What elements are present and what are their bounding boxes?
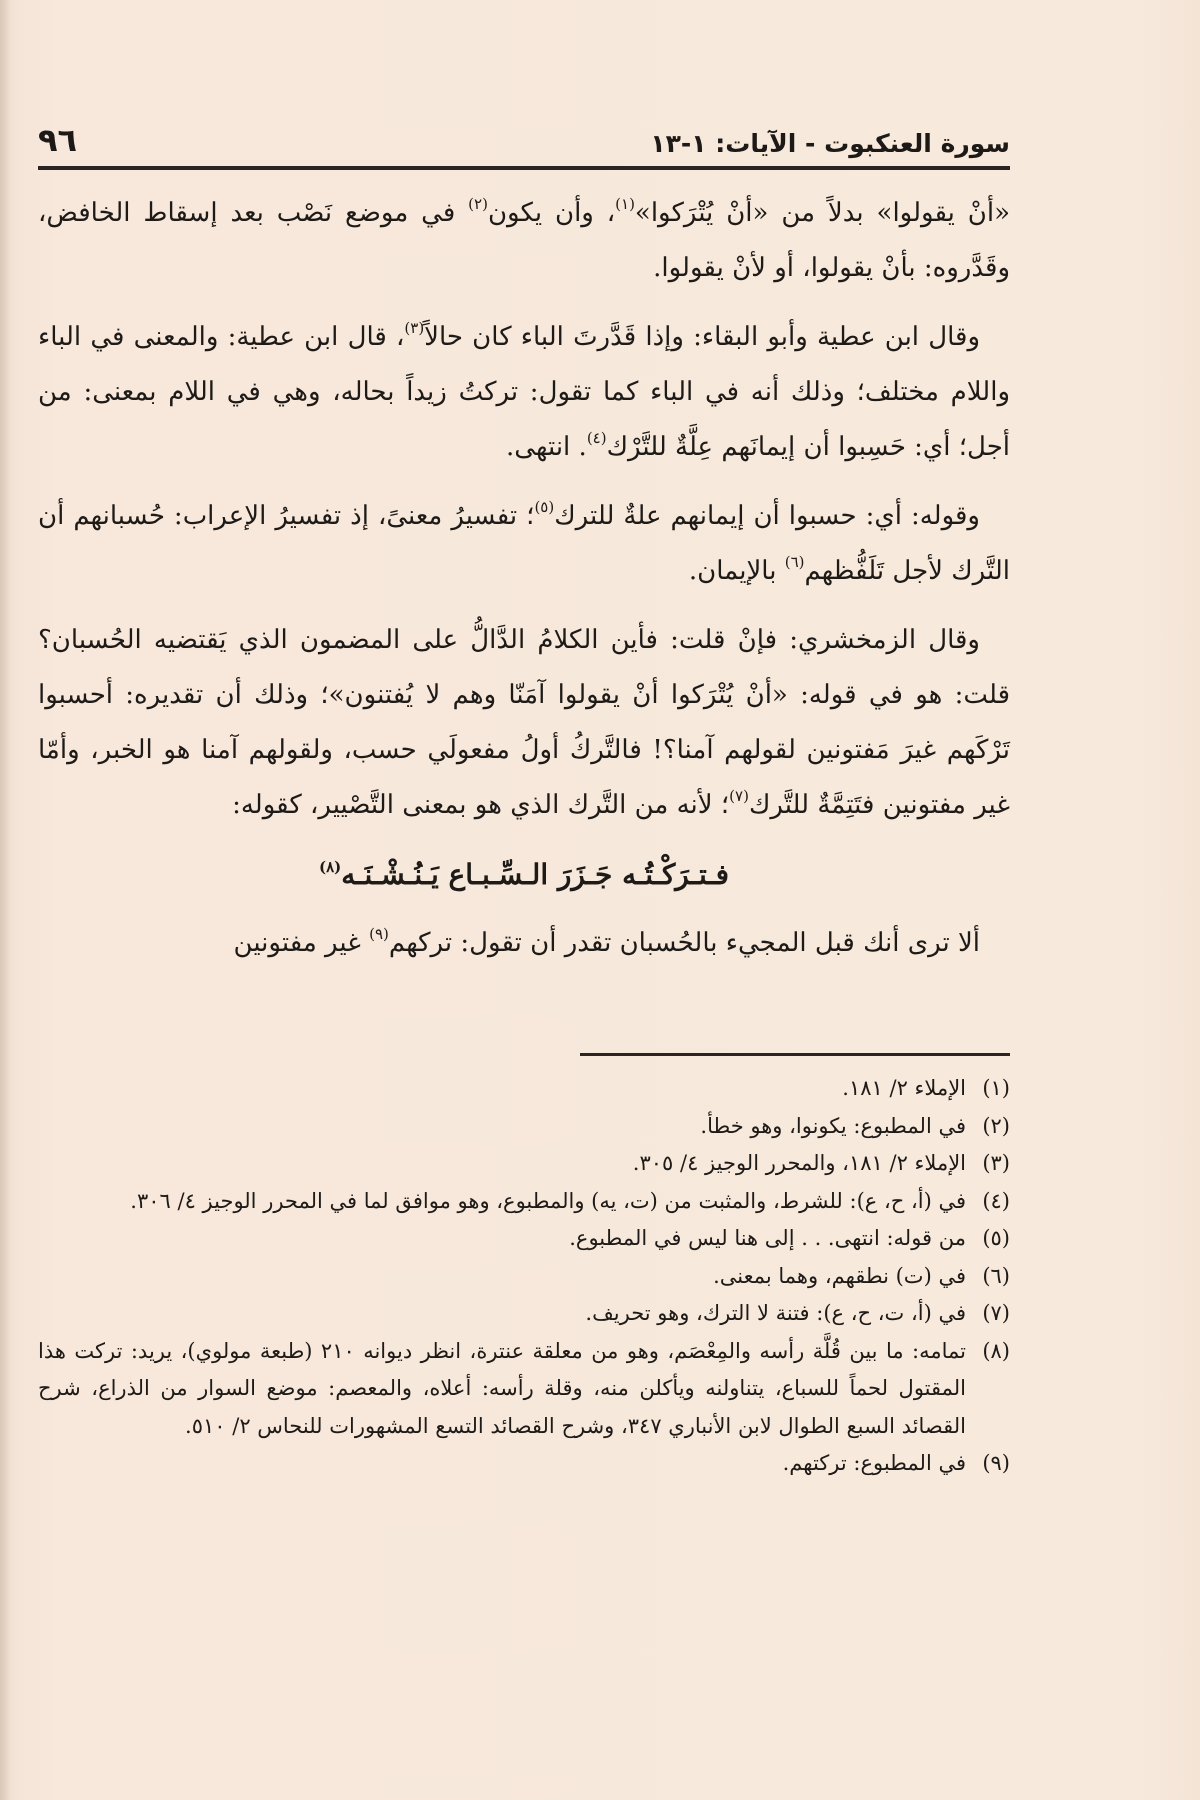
- verse-text: فـتـرَكْـتُـه جَـزَرَ الـسِّـبـاع يَـنُـشْـنَـه: [341, 858, 729, 891]
- paragraph-2: [38, 310, 1010, 475]
- footnote-8: [38, 1333, 1010, 1446]
- footnote-ref-1[interactable]: (١): [615, 195, 635, 213]
- footnote-text: في (أ، ت، ح، ع): فتنة لا الترك، وهو تحريف.: [585, 1301, 966, 1325]
- running-title: سورة العنكبوت - الآيات: ١-١٣: [650, 129, 1010, 158]
- header-rule: [38, 166, 1010, 170]
- footnote-ref-6[interactable]: (٦): [784, 553, 805, 571]
- footnote-ref-9[interactable]: (٩): [369, 925, 389, 943]
- footnote-ref-7[interactable]: (٧): [729, 787, 749, 805]
- gutter-shadow: [0, 0, 10, 1800]
- footnote-ref-8[interactable]: (٨): [319, 858, 342, 876]
- paragraph-4: [38, 613, 1010, 833]
- footnote-2: [38, 1108, 1010, 1146]
- footnote-number: (٥): [982, 1226, 1010, 1250]
- footnote-ref-5[interactable]: (٥): [534, 498, 555, 516]
- footnote-text: في (أ، ح، ع): للشرط، والمثبت من (ت، يه) والمطبوع، وهو موافق لما في المحرر الوجيز ٤/ ٣٠٦.: [130, 1188, 966, 1213]
- footnote-number: (٤): [982, 1188, 1010, 1213]
- footnote-number: (٨): [982, 1338, 1010, 1363]
- footnote-3: [38, 1145, 1010, 1183]
- text-segment: ، قال ابن عطية: والمعنى في الباء واللام مختلف؛ وذلك أنه في الباء كما تقول: تركتُ زيداً بحاله، وهي في اللام بمعنى: من أجل؛ أي: حَسِبوا أن إيمانَهم عِلَّةٌ للتَّرْك: [38, 322, 1010, 462]
- footnote-number: (١): [982, 1076, 1010, 1100]
- text-segment: بالإيمان.: [688, 556, 785, 586]
- footnote-ref-4[interactable]: (٤): [586, 429, 607, 447]
- footnote-text: في (ت) نطقهم، وهما بمعنى.: [713, 1263, 966, 1288]
- footnote-9: [38, 1445, 1010, 1483]
- footnote-text: تمامه: ما بين قُلَّة رأسه والمِعْصَم، وهو من معلقة عنترة، انظر ديوانه ٢١٠ (طبعة مولوي)، يريد: تركت هذا المقتول لحماً للسباع، يتناولنه ويأكلن منه، وقلة رأسه: أعلاه، والمعصم: موضع السوار من الذراع، شرح القصائد السبع الطوال لابن الأنباري ٣٤٧، وشرح القصائد التسع المشهورات للنحاس ٢/ ٥١٠.: [38, 1338, 966, 1438]
- footnote-number: (٦): [982, 1263, 1010, 1288]
- footnote-number: (٧): [982, 1301, 1010, 1325]
- footnote-number: (٣): [982, 1151, 1010, 1175]
- text-segment: . انتهى.: [506, 432, 587, 462]
- footnote-5: [38, 1220, 1010, 1258]
- text-segment: وقال ابن عطية وأبو البقاء: وإذا قَدَّرتَ الباء كان حالاً: [424, 322, 981, 352]
- footnote-ref-3[interactable]: (٣): [404, 319, 425, 337]
- footnote-text: في المطبوع: يكونوا، وهو خطأ.: [700, 1113, 966, 1138]
- footnote-6: [38, 1258, 1010, 1296]
- footnote-7: [38, 1295, 1010, 1333]
- footnote-1: [38, 1070, 1010, 1108]
- text-segment: ألا ترى أنك قبل المجيء بالحُسبان تقدر أن تقول: تركهم: [388, 928, 980, 958]
- text-segment: «أنْ يقولوا» بدلاً من «أنْ يُتْرَكوا»: [634, 198, 1010, 228]
- footnotes: [38, 1070, 1010, 1483]
- page-number: ٩٦: [38, 121, 78, 159]
- text-segment: في موضع نَصْب بعد إسقاط الخافض، وقَدَّروه: بأنْ يقولوا، أو لأنْ يقولوا.: [38, 198, 1010, 283]
- footnote-4: [38, 1183, 1010, 1221]
- text-segment: ؛ لأنه من التَّرك الذي هو بمعنى التَّصْيير، كقوله:: [232, 790, 730, 820]
- footnote-text: الإملاء ٢/ ١٨١، والمحرر الوجيز ٤/ ٣٠٥.: [632, 1151, 966, 1175]
- paragraph-1: [38, 186, 1010, 296]
- text-segment: وقال الزمخشري: فإنْ قلت: فأين الكلامُ الدَّالُّ على المضمون الذي يَقتضيه الحُسبان؟ قلت: هو في قوله: «أنْ يُتْرَكوا أنْ يقولوا آمَنّا وهم لا يُفتنون»؛ وذلك أن تقديره: أحسبوا تَرْكَهم غيرَ مَفتونين لقولهم آمنا؟! فالتَّركُ أولُ مفعولَي حسب، ولقولهم آمنا هو الخبر، وأمّا غير مفتونين فتَتِمَّةٌ للتَّرك: [38, 625, 1010, 820]
- main-text: [38, 186, 1010, 985]
- paragraph-3: [38, 489, 1010, 599]
- footnote-text: من قوله: انتهى. . . إلى هنا ليس في المطبوع.: [569, 1226, 966, 1250]
- footnote-number: (٩): [982, 1451, 1010, 1475]
- footnote-number: (٢): [982, 1113, 1010, 1138]
- footnote-ref-2[interactable]: (٢): [468, 195, 488, 213]
- footnote-text: الإملاء ٢/ ١٨١.: [842, 1076, 966, 1100]
- running-head: [38, 108, 1010, 159]
- text-segment: ؛ تفسيرُ معنىً، إذ تفسيرُ الإعراب: حُسبانهم أن التَّرك لأجل تَلَفُّظهم: [38, 501, 1010, 586]
- footnote-separator: [580, 1053, 1010, 1056]
- paragraph-5: [38, 916, 1010, 971]
- text-segment: ، وأن يكون: [487, 198, 616, 228]
- text-segment: غير مفتونين: [233, 928, 370, 958]
- footnote-text: في المطبوع: تركتهم.: [782, 1451, 966, 1475]
- poetry-verse: [38, 847, 1010, 902]
- text-segment: وقوله: أي: حسبوا أن إيمانهم علةٌ للترك: [554, 501, 980, 531]
